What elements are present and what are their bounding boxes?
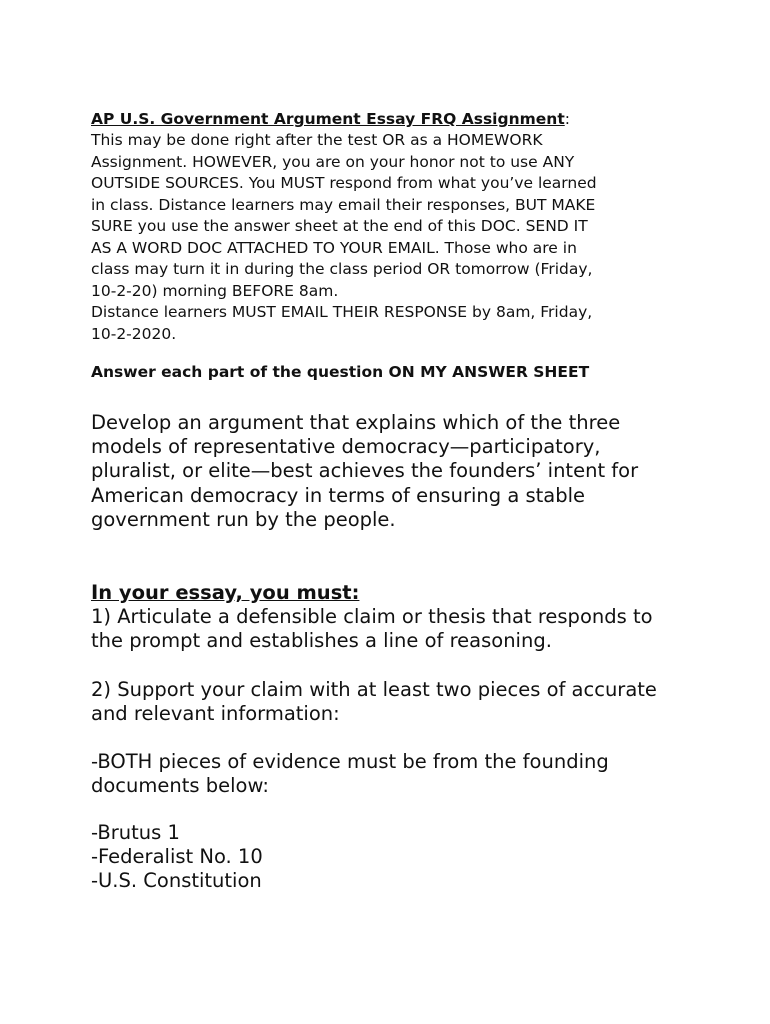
- answer-sheet-note: Answer each part of the question ON MY ANSWER SHEET: [91, 363, 590, 381]
- instruction-line: OUTSIDE SOURCES. You MUST respond from what you’ve learned: [91, 174, 597, 192]
- instruction-line: 10-2-20) morning BEFORE 8am.: [91, 281, 339, 300]
- requirement-line: the prompt and establishes a line of reasoning.: [91, 629, 552, 653]
- founding-documents-list: [91, 821, 263, 894]
- assignment-title-colon: :: [564, 110, 570, 128]
- instruction-line: class may turn it in during the class period OR tomorrow (Friday,: [91, 260, 593, 278]
- requirement-2: [91, 678, 741, 726]
- essay-prompt: [91, 411, 731, 532]
- instruction-line: SURE you use the answer sheet at the end of this DOC. SEND IT: [91, 217, 588, 235]
- instruction-line: 10-2-2020.: [91, 324, 177, 343]
- instruction-line: AS A WORD DOC ATTACHED TO YOUR EMAIL. Those who are in: [91, 238, 577, 257]
- evidence-line: -BOTH pieces of evidence must be from the founding: [91, 750, 609, 773]
- document-item-constitution: -U.S. Constitution: [91, 869, 262, 893]
- document-item-brutus: -Brutus 1: [91, 821, 180, 844]
- document-item-federalist: -Federalist No. 10: [91, 845, 263, 869]
- instruction-line: Assignment. HOWEVER, you are on your honor not to use ANY: [91, 152, 575, 171]
- instruction-line: in class. Distance learners may email their responses, BUT MAKE: [91, 195, 596, 214]
- requirement-line: 1) Articulate a defensible claim or thesis that responds to: [91, 605, 653, 628]
- requirements-heading: In your essay, you must:: [91, 581, 360, 604]
- evidence-requirement: [91, 750, 741, 798]
- evidence-line: documents below:: [91, 774, 269, 798]
- assignment-title-line: [91, 109, 570, 130]
- requirement-1: [91, 605, 741, 653]
- requirement-line: and relevant information:: [91, 702, 340, 726]
- requirement-line: 2) Support your claim with at least two pieces of accurate: [91, 678, 657, 701]
- prompt-line: models of representative democracy—participatory,: [91, 435, 601, 459]
- instruction-line: Distance learners MUST EMAIL THEIR RESPONSE by 8am, Friday,: [91, 303, 593, 321]
- prompt-line: American democracy in terms of ensuring a stable: [91, 483, 586, 507]
- prompt-line: government run by the people.: [91, 507, 396, 531]
- instruction-line: This may be done right after the test OR as a HOMEWORK: [91, 131, 543, 149]
- prompt-line: pluralist, or elite—best achieves the founders’ intent for: [91, 459, 639, 483]
- assignment-title: AP U.S. Government Argument Essay FRQ Assignment: [91, 110, 565, 128]
- instructions-paragraph: [91, 130, 691, 345]
- prompt-line: Develop an argument that explains which of the three: [91, 411, 621, 434]
